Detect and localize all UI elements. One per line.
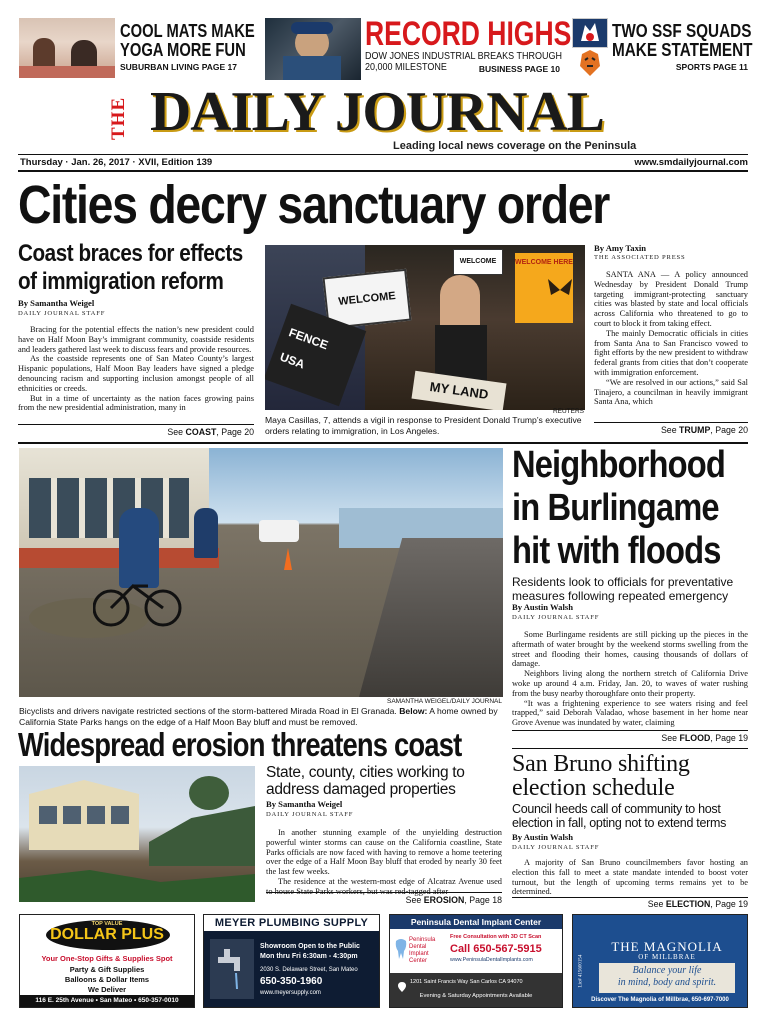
sanbruno-staff: DAILY JOURNAL STAFF [512, 844, 600, 851]
flood-byline: By Austin Walsh [512, 602, 573, 612]
trump-paragraph: “We are resolved in our actions,” said Sal Tinajero, a councilman in heavily immigrant Santa Ana, which [594, 377, 748, 407]
mirada-photo-credit: SAMANTHA WEIGEL/DAILY JOURNAL [387, 698, 502, 705]
sanbruno-paragraph: A majority of San Bruno councilmembers favor hosting an election this fall to meet a state mandate intended to boost voter turnout, but the length of upcoming terms remains yet to be determined. [512, 858, 748, 897]
tooth-icon [394, 937, 408, 959]
dollar-plus-name: DOLLAR PLUS [50, 926, 164, 943]
coast-paragraph: As the coastside represents one of San Mateo County’s largest Hispanic populations, Half Moon Bay leaders have signed a pledge denouncing racism and supporting inclusion amongst people of all ethnicities or creeds. [18, 354, 254, 393]
trump-staff: THE ASSOCIATED PRESS [594, 254, 686, 261]
fence-sign: FENCE [286, 325, 330, 353]
yoga-teaser-headline-1: COOL MATS MAKE [120, 21, 255, 41]
sanbruno-byline: By Austin Walsh [512, 832, 573, 842]
dollar-plus-top: TOP VALUE [91, 921, 123, 927]
trump-jump-key: TRUMP [679, 425, 711, 435]
yoga-teaser-ref: SUBURBAN LIVING PAGE 17 [120, 62, 237, 72]
meyer-web: www.meyersupply.com [260, 990, 321, 996]
coast-staff: DAILY JOURNAL STAFF [18, 310, 106, 317]
dental-phone: Call 650-567-5915 [450, 943, 542, 955]
flood-paragraph: “It was a frightening experience to see waters rising and feel trapped,” said Deborah Valadao, whose basement in her home near Grove Avenue was inundated by water, claiming [512, 698, 748, 728]
yoga-teaser[interactable] [120, 22, 260, 72]
flood-headline[interactable]: Neighborhood in Burlingame hit with floods [512, 444, 725, 572]
mirada-caption-a: Bicyclists and drivers navigate restricted sections of the storm-battered Mirada Road in El Granada. [19, 706, 400, 716]
record-highs-ref: BUSINESS PAGE 10 [478, 64, 560, 74]
record-highs-teaser[interactable] [365, 15, 572, 76]
election-jump-post: , Page 19 [710, 899, 748, 909]
dental-name: Peninsula Dental Implant Center [390, 915, 562, 929]
faucet-icon [210, 939, 254, 999]
erosion-jump-key: EROSION [423, 895, 465, 905]
flood-jump-link[interactable] [512, 733, 748, 743]
erosion-jump-link[interactable] [266, 895, 502, 905]
flood-body [512, 630, 748, 728]
trump-byline: By Amy Taxin [594, 243, 647, 253]
yoga-teaser-headline-2: YOGA MORE FUN [120, 40, 246, 60]
flood-jump-pre: See [661, 733, 680, 743]
dollar-plus-line-3: We Deliver [87, 985, 127, 994]
ssf-logo-icon [572, 18, 608, 48]
sanbruno-dek: Council heeds call of community to host election in fall, opting not to extend terms [512, 802, 727, 830]
coast-jump-link[interactable] [18, 427, 254, 437]
website-url[interactable]: www.smdailyjournal.com [634, 157, 748, 168]
dental-web: www.PeninsulaDentalImplants.com [450, 957, 533, 963]
welcome-sign-small: WELCOME [453, 249, 503, 275]
trump-jump-link[interactable] [594, 425, 748, 435]
sanbruno-body [512, 858, 748, 897]
erosion-staff: DAILY JOURNAL STAFF [266, 811, 354, 818]
dental-consult: Free Consultation with 3D CT Scan [450, 934, 542, 940]
meyer-line-2: Mon thru Fri 6:30am - 4:30pm [260, 953, 358, 960]
trump-jump-post: , Page 20 [710, 425, 748, 435]
flood-jump-key: FLOOD [679, 733, 711, 743]
coast-jump-post: , Page 20 [216, 427, 254, 437]
coast-paragraph: But in a time of uncertainty as the nation faces growing pains from the new presidential administration, many in [18, 393, 254, 413]
tiger-logo-icon [578, 50, 602, 76]
erosion-dek: State, county, cities working to address damaged properties [266, 764, 465, 798]
dental-address: 1201 Saint Francis Way San Carlos CA 94070 [410, 979, 523, 985]
magnolia-license: Lic# 415600154 [578, 954, 584, 988]
dollar-plus-footer: 116 E. 25th Avenue • San Mateo • 650-357-0010 [20, 995, 194, 1007]
butterfly-icon [545, 275, 575, 305]
vigil-photo-credit: REUTERS [552, 408, 584, 415]
mirada-caption-c: A home owned by California State Parks hangs on the edge of a Half Moon Bay bluff and must be removed. [19, 706, 498, 727]
flood-paragraph: Some Burlingame residents are still picking up the pieces in the aftermath of water brought by the weekend storms swelling from the street and flooding their homes, causing thousands of dollars of damage. [512, 630, 748, 669]
erosion-jump-pre: See [405, 895, 424, 905]
meyer-name: MEYER PLUMBING SUPPLY [204, 915, 379, 931]
sanbruno-headline[interactable]: San Bruno shifting election schedule [512, 751, 690, 801]
magnolia-ad[interactable] [572, 914, 748, 1008]
mirada-photo-caption [19, 706, 503, 727]
sports-teaser-ref: SPORTS PAGE 11 [675, 62, 748, 72]
state-parks-house-photo[interactable] [19, 766, 255, 902]
sports-teaser-headline-2: MAKE STATEMENT [612, 40, 753, 60]
record-highs-sub-2: 20,000 MILESTONE [365, 62, 447, 73]
dental-implant-ad[interactable] [389, 914, 563, 1008]
erosion-body [266, 828, 502, 897]
erosion-jump-post: , Page 18 [464, 895, 502, 905]
coast-paragraph: Bracing for the potential effects the nation’s new president could have on Half Moon Bay’s immigrant community, coastside residents and leaders gathered last week to discuss fears and provide resources. [18, 325, 254, 354]
my-land-sign: MY LAND [411, 371, 506, 410]
vigil-photo-caption: Maya Casillas, 7, attends a vigil in response to President Donald Trump’s executive orders relating to immigration, in Los Angeles. [265, 415, 582, 436]
mirada-road-photo[interactable] [19, 448, 503, 697]
sports-teaser-headline-1: TWO SSF SQUADS [612, 21, 752, 41]
stock-teaser-photo[interactable] [265, 18, 361, 80]
magnolia-footer: Discover The Magnolia of Millbrae, 650-697-7000 [591, 997, 729, 1003]
election-jump-pre: See [647, 899, 666, 909]
flood-paragraph: Neighbors living along the northern stretch of California Drive woke up around 4 a.m. Friday, Jan. 20, to waves of water rushing from the busy nearby thoroughfare onto their property. [512, 669, 748, 698]
sports-teaser[interactable] [612, 22, 752, 72]
dollar-plus-line-2: Balloons & Dollar Items [64, 975, 150, 984]
record-highs-sub-1: DOW JONES INDUSTRIAL BREAKS THROUGH [365, 51, 563, 62]
welcome-sign: WELCOME [323, 269, 412, 329]
mirada-caption-below: Below: [399, 706, 428, 716]
location-pin-icon [398, 979, 406, 989]
flood-dek: Residents look to officials for preventative measures following repeated emergency [512, 575, 734, 603]
trump-jump-pre: See [660, 425, 680, 435]
election-jump-link[interactable] [512, 899, 748, 909]
record-highs-headline: RECORD HIGHS [365, 15, 572, 53]
vigil-photo[interactable] [265, 245, 585, 410]
election-jump-key: ELECTION [665, 899, 711, 909]
masthead-title[interactable]: DAILY JOURNAL [150, 81, 604, 143]
dental-hours: Evening & Saturday Appointments Available [419, 993, 533, 999]
coast-jump-key: COAST [185, 427, 217, 437]
coast-body [18, 325, 254, 413]
meyer-plumbing-ad[interactable] [203, 914, 380, 1008]
bicycle-icon [93, 568, 183, 628]
meyer-line-1: Showroom Open to the Public [260, 943, 360, 950]
dental-logo-1: Peninsula [409, 937, 436, 943]
coast-jump-pre: See [167, 427, 186, 437]
meyer-phone: 650-350-1960 [260, 976, 323, 987]
coast-byline: By Samantha Weigel [18, 298, 95, 308]
erosion-byline: By Samantha Weigel [266, 799, 343, 809]
coast-headline[interactable]: Coast braces for effects of immigration reform [18, 240, 243, 295]
dental-logo-4: Center [409, 958, 428, 964]
dollar-plus-line-1: Party & Gift Supplies [69, 965, 145, 974]
flood-staff: DAILY JOURNAL STAFF [512, 614, 600, 621]
dollar-plus-slogan: Your One-Stop Gifts & Supplies Spot [41, 954, 173, 963]
erosion-paragraph: The residence at the western-most edge of Alcatraz Avenue used to house State Parks workers, but was red-tagged after [266, 876, 502, 896]
welcome-here-sign: WELCOME HERE [515, 253, 573, 323]
trump-body [594, 270, 748, 407]
erosion-headline[interactable]: Widespread erosion threatens coast [18, 726, 462, 763]
magnolia-name-1: THE MAGNOLIA [611, 939, 723, 954]
dental-logo-3: Implant [409, 951, 429, 957]
dateline: Thursday · Jan. 26, 2017 · XVII, Edition 139 [20, 157, 213, 168]
lead-headline[interactable]: Cities decry sanctuary order [18, 175, 610, 235]
usa-sign: USA [278, 349, 307, 372]
erosion-paragraph: In another stunning example of the unyielding destruction powerful winter storms can cause on the California coastline, State Parks officials are now faced with having to remove a home teetering over the edge of a Half Moon Bay bluff that eroded by nearly 30 feet the last few weeks. [266, 828, 502, 877]
meyer-address: 2030 S. Delaware Street, San Mateo [260, 967, 358, 973]
dental-logo-2: Dental [409, 944, 427, 950]
trump-paragraph: The mainly Democratic officials in cities from Santa Ana to San Francisco vowed to fight efforts by the new president to withdraw federal grants from cities that don’t cooperate with immigration enforcement. [594, 328, 748, 377]
masthead-tagline: Leading local news coverage on the Peninsula [393, 140, 637, 152]
dollar-plus-ad[interactable] [19, 914, 195, 1008]
magnolia-script-2: in mind, body and spirit. [617, 977, 717, 988]
magnolia-name-2: OF MILLBRAE [638, 953, 696, 961]
trump-paragraph: SANTA ANA — A policy announced Wednesday by President Donald Trump targeting immigrant-protecting sanctuary cities was blasted by state and local officials across California who threatened to go to court to block it from taking effect. [594, 270, 748, 328]
yoga-teaser-photo[interactable] [19, 18, 115, 78]
masthead-the: THE [108, 96, 129, 140]
magnolia-script-1: Balance your life [632, 965, 702, 976]
flood-jump-post: , Page 19 [710, 733, 748, 743]
